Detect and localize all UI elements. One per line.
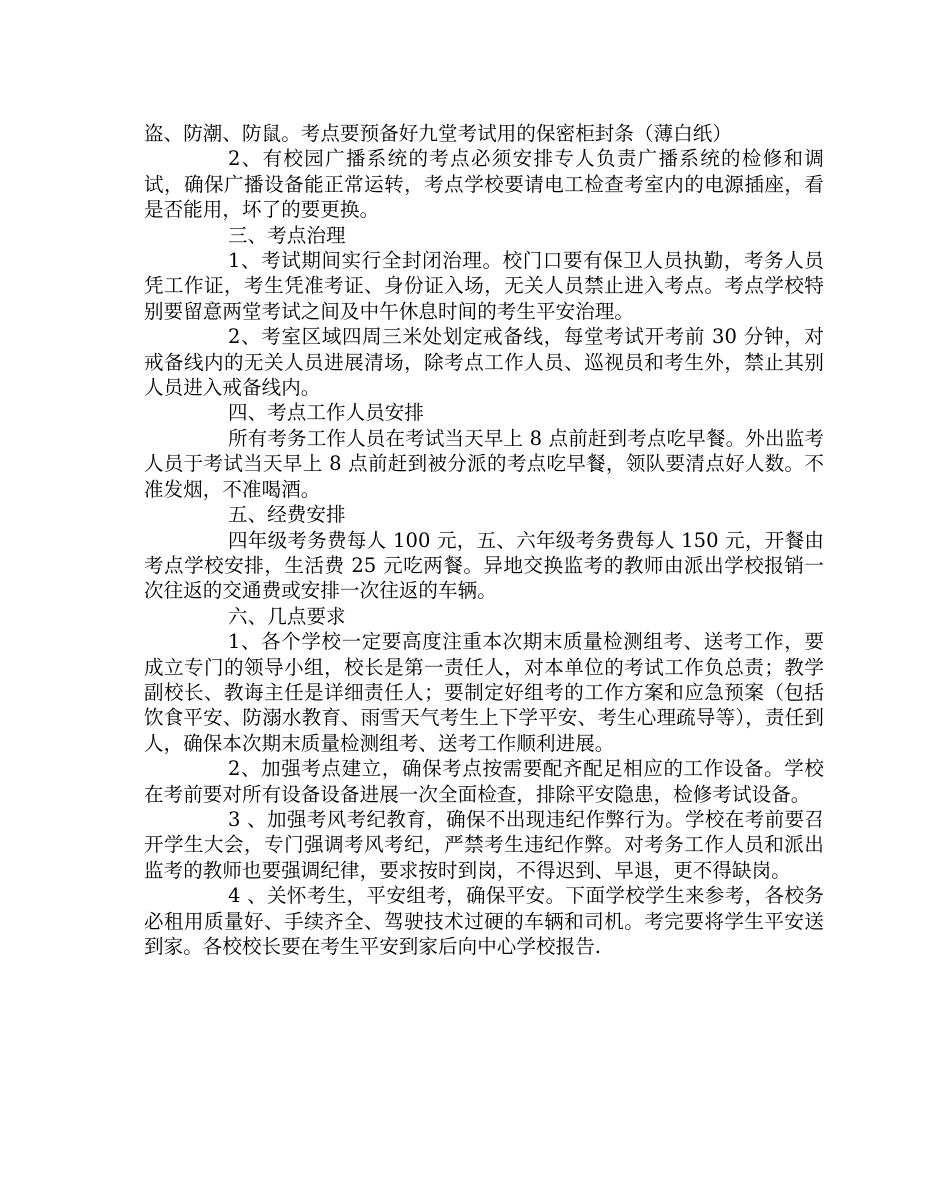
section-heading-staff-arrangement: 四、考点工作人员安排 <box>228 401 425 425</box>
paragraph-requirement-safety: 4 、关怀考生，平安组考，确保平安。下面学校学生来参考，各校务必租用质量好、手续齐全、驾驶技术过硬的车辆和司机。考完要将学生平安送到家。各校校长要在考生平安到家后向中心学校报告. <box>144 884 824 958</box>
section-heading-exam-site-management: 三、考点治理 <box>228 223 346 247</box>
paragraph-staff-breakfast: 所有考务工作人员在考试当天早上 8 点前赶到考点吃早餐。外出监考人员于考试当天早上 8 点前赶到被分派的考点吃早餐，领队要清点好人数。不准发烟，不准喝酒。 <box>144 426 824 501</box>
section-heading-funding: 五、经费安排 <box>228 503 346 527</box>
paragraph-cordon-line: 2、考室区域四周三米处划定戒备线，每堂考试开考前 30 分钟，对戒备线内的无关人员进展清场，除考点工作人员、巡视员和考生外，禁止其别人员进入戒备线内。 <box>144 325 824 400</box>
paragraph-broadcast-system: 2、有校园广播系统的考点必须安排专人负责广播系统的检修和调试，确保广播设备能正常运转，考点学校要请电工检查考室内的电源插座，看是否能用，坏了的要更换。 <box>144 147 824 222</box>
paragraph-closed-management: 1、考试期间实行全封闭治理。校门口要有保卫人员执勤，考务人员凭工作证，考生凭准考证、身份证入场，无关人员禁止进入考点。考点学校特别要留意两堂考试之间及中午休息时间的考生平安治理。 <box>144 249 824 323</box>
paragraph-funding-details: 四年级考务费每人 100 元，五、六年级考务费每人 150 元，开餐由考点学校安排，生活费 25 元吃两餐。异地交换监考的教师由派出学校报销一次往返的交通费或安排一次往返的车辆。 <box>144 528 824 603</box>
section-heading-requirements: 六、几点要求 <box>228 604 346 628</box>
document-body <box>144 121 824 959</box>
paragraph-requirement-discipline: 3 、加强考风考纪教育，确保不出现违纪作弊行为。学校在考前要召开学生大会，专门强调考风考纪，严禁考生违纪作弊。对考务工作人员和派出监考的教师也要强调纪律，要求按时到岗，不得迟到、早退，更不得缺岗。 <box>144 807 824 882</box>
paragraph-requirement-equipment: 2、加强考点建立，确保考点按需要配齐配足相应的工作设备。学校在考前要对所有设备设备进展一次全面检查，排除平安隐患，检修考试设备。 <box>144 757 824 806</box>
paragraph-continuation: 盗、防潮、防鼠。考点要预备好九堂考试用的保密柜封条（薄白纸） <box>144 122 733 145</box>
paragraph-requirement-leadership: 1、各个学校一定要高度注重本次期末质量检测组考、送考工作，要成立专门的领导小组，校长是第一责任人，对本单位的考试工作负总责；教学副校长、教诲主任是详细责任人；要制定好组考的工作方案和应急预案（包括饮食平安、防溺水教育、雨雪天气考生上下学平安、考生心理疏导等），责任到人，确保本次期末质量检测组考、送考工作顺利进展。 <box>144 630 824 755</box>
